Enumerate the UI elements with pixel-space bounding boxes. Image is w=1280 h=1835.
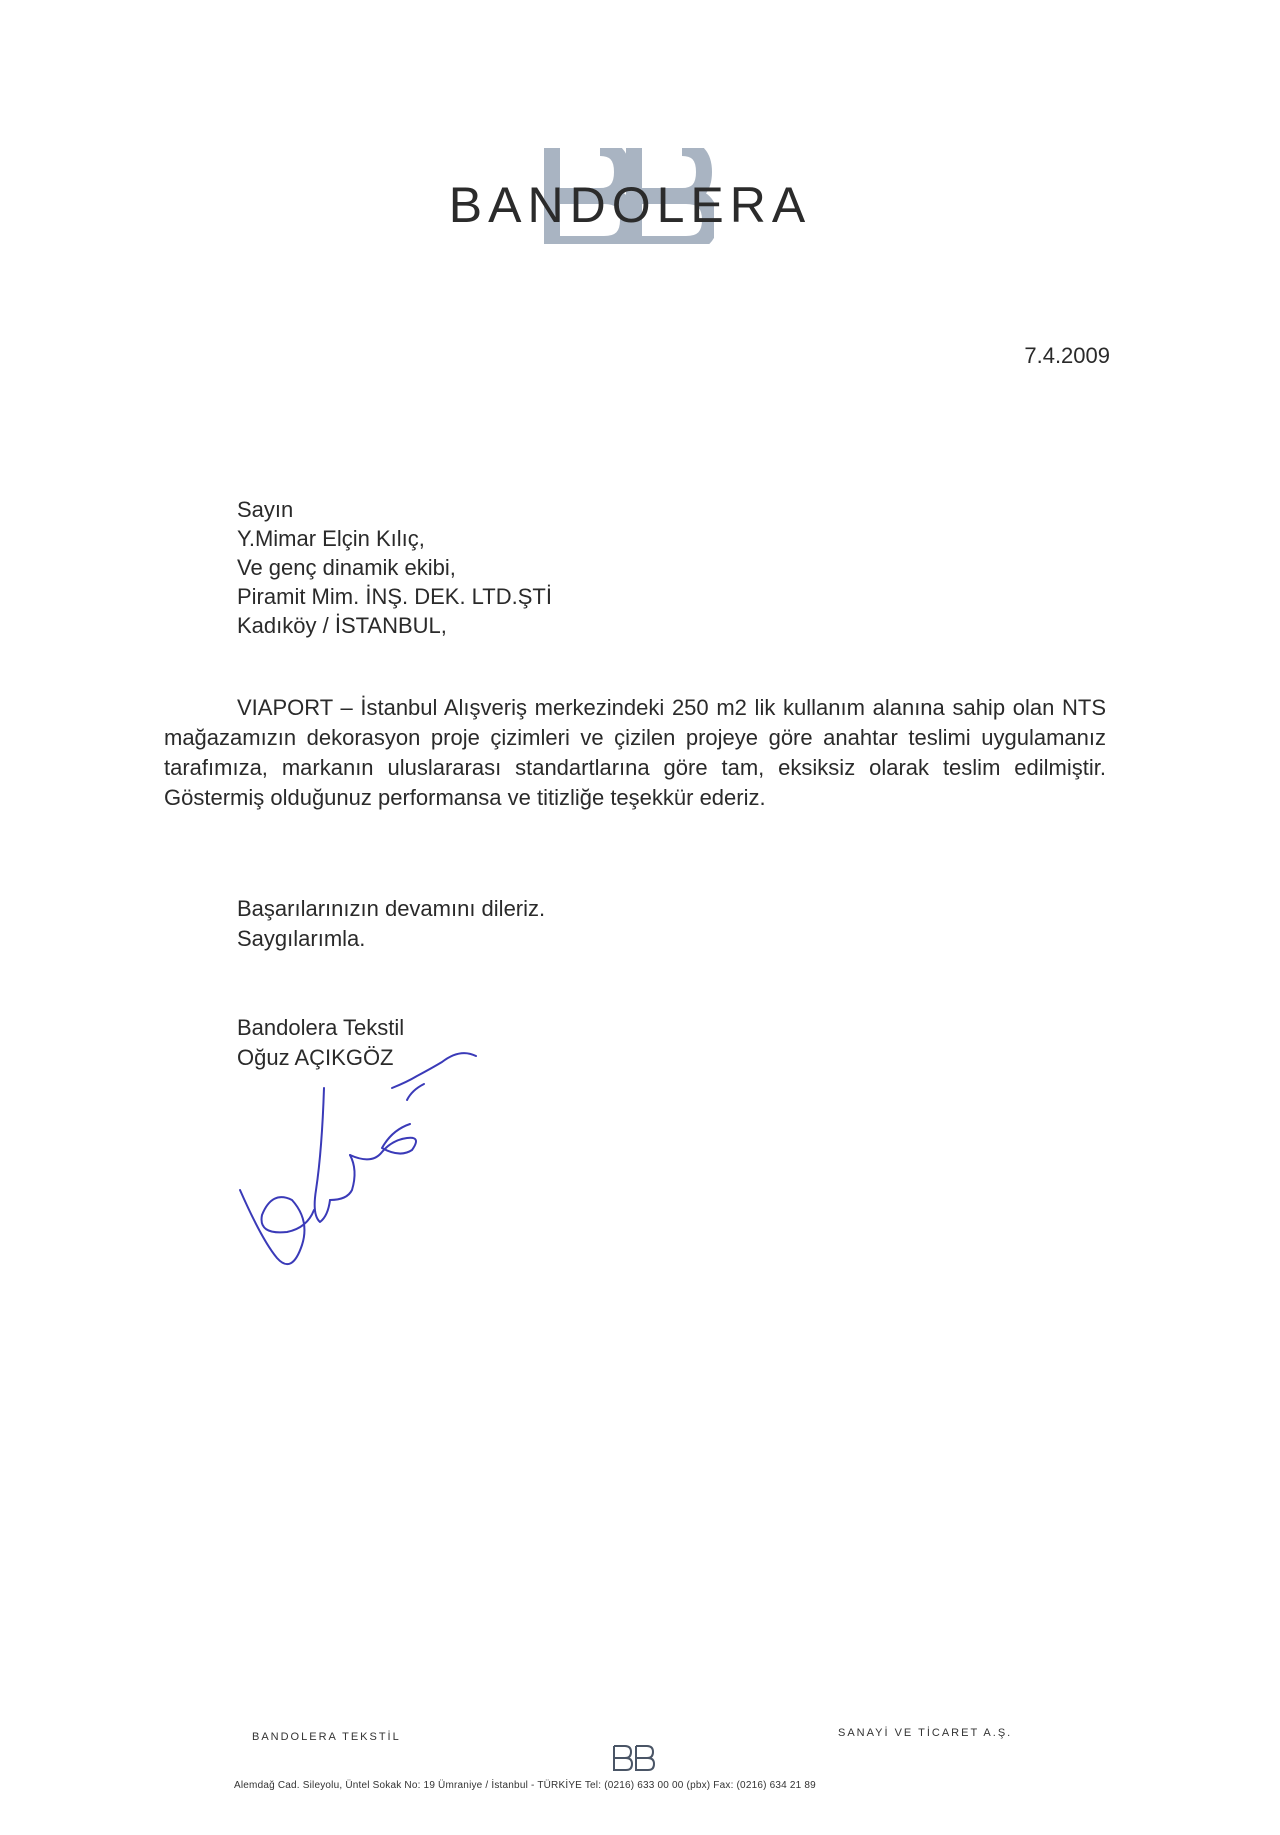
recipient-line: Piramit Mim. İNŞ. DEK. LTD.ŞTİ bbox=[237, 584, 552, 609]
footer-company: BANDOLERA TEKSTİL bbox=[252, 1731, 401, 1743]
letter-date: 7.4.2009 bbox=[1024, 343, 1110, 368]
closing-wish: Başarılarınızın devamını dileriz. bbox=[237, 896, 546, 921]
recipient-line: Ve genç dinamik ekibi, bbox=[237, 555, 456, 580]
recipient-line: Y.Mimar Elçin Kılıç, bbox=[237, 526, 425, 551]
footer-company-type: SANAYİ VE TİCARET A.Ş. bbox=[838, 1727, 1013, 1739]
brand-name: BANDOLERA bbox=[448, 177, 812, 233]
closing-block bbox=[237, 894, 545, 954]
footer-address: Alemdağ Cad. Sileyolu, Üntel Sokak No: 19 Ümraniye / İstanbul - TÜRKİYE Tel: (0216) 633 00 00 (pbx) Fax: (0216) 634 21 89 bbox=[234, 1780, 816, 1791]
closing-regards: Saygılarımla. bbox=[237, 926, 366, 951]
sender-name: Oğuz AÇIKGÖZ bbox=[237, 1045, 394, 1070]
company-logo bbox=[440, 148, 820, 258]
sender-company: Bandolera Tekstil bbox=[237, 1015, 405, 1040]
recipient-line: Kadıköy / İSTANBUL, bbox=[237, 613, 447, 638]
letter-body: VIAPORT – İstanbul Alışveriş merkezindeki 250 m2 lik kullanım alanına sahip olan NTS mağazamızın dekorasyon proje çizimleri ve çizilen projeye göre anahtar teslimi uygulamanız tarafımıza, markanın uluslararası standartlarına göre tam, eksiksiz olarak teslim edilmiştir. Göstermiş olduğunuz performansa ve titizliğe teşekkür ederiz. bbox=[164, 695, 1106, 810]
handwritten-signature bbox=[232, 1040, 492, 1270]
salutation: Sayın bbox=[237, 497, 294, 522]
recipient-block bbox=[237, 495, 552, 640]
bb-footer-logo-icon bbox=[612, 1744, 656, 1772]
